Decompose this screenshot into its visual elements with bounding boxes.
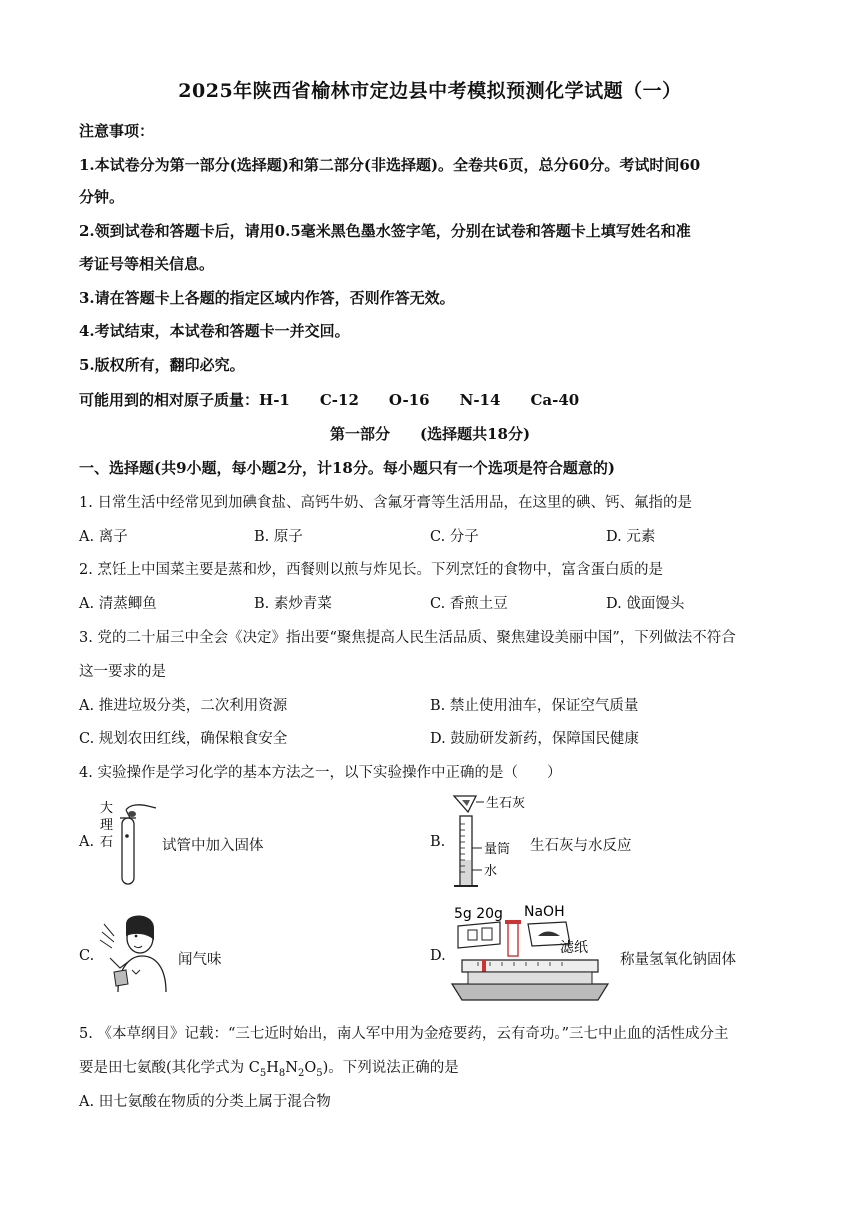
notice-item-2: 2.领到试卷和答题卡后，请用0.5毫米黑色墨水签字笔，分别在试卷和答题卡上填写姓名和准 [79,222,691,240]
part1-title: 第一部分 [329,425,390,443]
notice-heading: 注意事项： [79,122,155,140]
graduated-cylinder-icon [448,790,528,894]
q4-stem: 4. 实验操作是学习化学的基本方法之一，以下实验操作中正确的是（ ） [79,765,562,781]
notice-item-1: 1.本试卷分为第一部分(选择题)和第二部分(非选择题)。全卷共6页，总分60分。考试时间60 [79,156,701,174]
q2-stem: 2. 烹饪上中国菜主要是蒸和炒，西餐则以煎与炸见长。下列烹饪的食物中，富含蛋白质的是 [79,562,663,578]
q4-option-a-letter[interactable]: A. [79,834,95,850]
part1-note: (选择题共18分) [419,425,531,443]
q4-option-c-caption[interactable]: 闻气味 [178,952,222,968]
q5-stem-part-e: )。下列说法正确的是 [322,1060,459,1076]
q1-option-c[interactable]: C. 分子 [430,529,479,545]
fig-d-label-weights: 5g 20g [454,906,503,922]
q5-stem-line2 [79,1056,459,1079]
smelling-person-icon [96,910,176,994]
q5-sub-o: 5 [316,1067,323,1079]
q3-option-d[interactable]: D. 鼓励研发新药，保障国民健康 [430,731,639,747]
atomic-mass-h: H-1 [259,391,290,409]
atomic-mass-c: C-12 [319,391,359,409]
fig-a-label-2: 理 [100,818,114,833]
notice-item-5: 5.版权所有，翻印必究。 [79,356,245,374]
q4-option-b-letter[interactable]: B. [430,834,446,850]
q5-option-a[interactable]: A. 田七氨酸在物质的分类上属于混合物 [79,1094,331,1110]
q3-stem-line1: 3. 党的二十届三中全会《决定》指出要“聚焦提高人民生活品质、聚焦建设美丽中国”，下列做法不符合 [79,630,736,646]
q1-stem: 1. 日常生活中经常见到加碘食盐、高钙牛奶、含氟牙膏等生活用品，在这里的碘、钙、氟指的是 [79,495,692,511]
atomic-mass-n: N-14 [459,391,501,409]
q1-option-a[interactable]: A. 离子 [79,529,128,545]
q5-sub-n: 2 [297,1067,305,1079]
fig-a-label-3: 石 [100,835,114,850]
q2-option-a[interactable]: A. 清蒸鲫鱼 [79,596,157,612]
q4-option-b-caption[interactable]: 生石灰与水反应 [530,838,632,854]
q5-stem-part-d: O [304,1060,317,1076]
balance-scale-icon [448,900,614,1006]
q5-sub-h: 8 [278,1067,286,1079]
atomic-mass-o: O-16 [388,391,430,409]
q4-option-d-caption[interactable]: 称量氢氧化钠固体 [620,952,736,968]
q4-option-a-caption[interactable]: 试管中加入固体 [162,838,264,854]
q5-stem-part-b: H [266,1060,279,1076]
notice-item-4: 4.考试结束，本试卷和答题卡一并交回。 [79,322,350,340]
q4-option-d-letter[interactable]: D. [430,948,446,964]
q4-option-c-letter[interactable]: C. [79,948,95,964]
q3-option-a[interactable]: A. 推进垃圾分类，二次利用资源 [79,698,288,714]
q5-stem-part-c: N [285,1060,298,1076]
q5-stem-part-a: 要是田七氨酸(其化学式为 C [79,1060,260,1076]
notice-item-3: 3.请在答题卡上各题的指定区域内作答，否则作答无效。 [79,289,455,307]
atomic-mass-line [79,389,579,410]
fig-d-label-naoh: NaOH [524,904,565,920]
page-title: 2025年陕西省榆林市定边县中考模拟预测化学试题（一） [178,80,682,102]
q2-option-d[interactable]: D. 戗面馒头 [606,596,685,612]
q1-option-d[interactable]: D. 元素 [606,529,656,545]
q5-sub-c: 5 [259,1067,267,1079]
atomic-mass-ca: Ca-40 [530,391,580,409]
q3-option-c[interactable]: C. 规划农田红线，确保粮食安全 [79,731,288,747]
notice-item-2-cont: 考证号等相关信息。 [79,255,215,273]
fig-b-label-cylinder: 量筒 [484,842,511,857]
q2-option-b[interactable]: B. 素炒青菜 [254,596,332,612]
test-tube-solid-icon [96,796,160,890]
notice-item-1-cont: 分钟。 [79,188,125,206]
q3-option-b[interactable]: B. 禁止使用油车，保证空气质量 [430,698,639,714]
q5-stem-line1: 5. 《本草纲目》记载：“三七近时始出，南人军中用为金疮要药，云有奇功。”三七中止血的活性成分主 [79,1026,729,1042]
q1-option-b[interactable]: B. 原子 [254,529,303,545]
atomic-mass-label: 可能用到的相对原子质量： [79,391,260,409]
fig-d-label-filter-paper: 滤纸 [560,940,588,956]
section-heading: 一、选择题(共9小题，每小题2分，计18分。每小题只有一个选项是符合题意的) [79,459,615,477]
part1-heading [0,423,860,444]
fig-a-label-1: 大 [100,801,114,816]
q2-option-c[interactable]: C. 香煎土豆 [430,596,508,612]
fig-b-label-water: 水 [484,864,498,879]
fig-b-label-quicklime: 生石灰 [486,796,526,811]
q3-stem-line2: 这一要求的是 [79,664,166,680]
